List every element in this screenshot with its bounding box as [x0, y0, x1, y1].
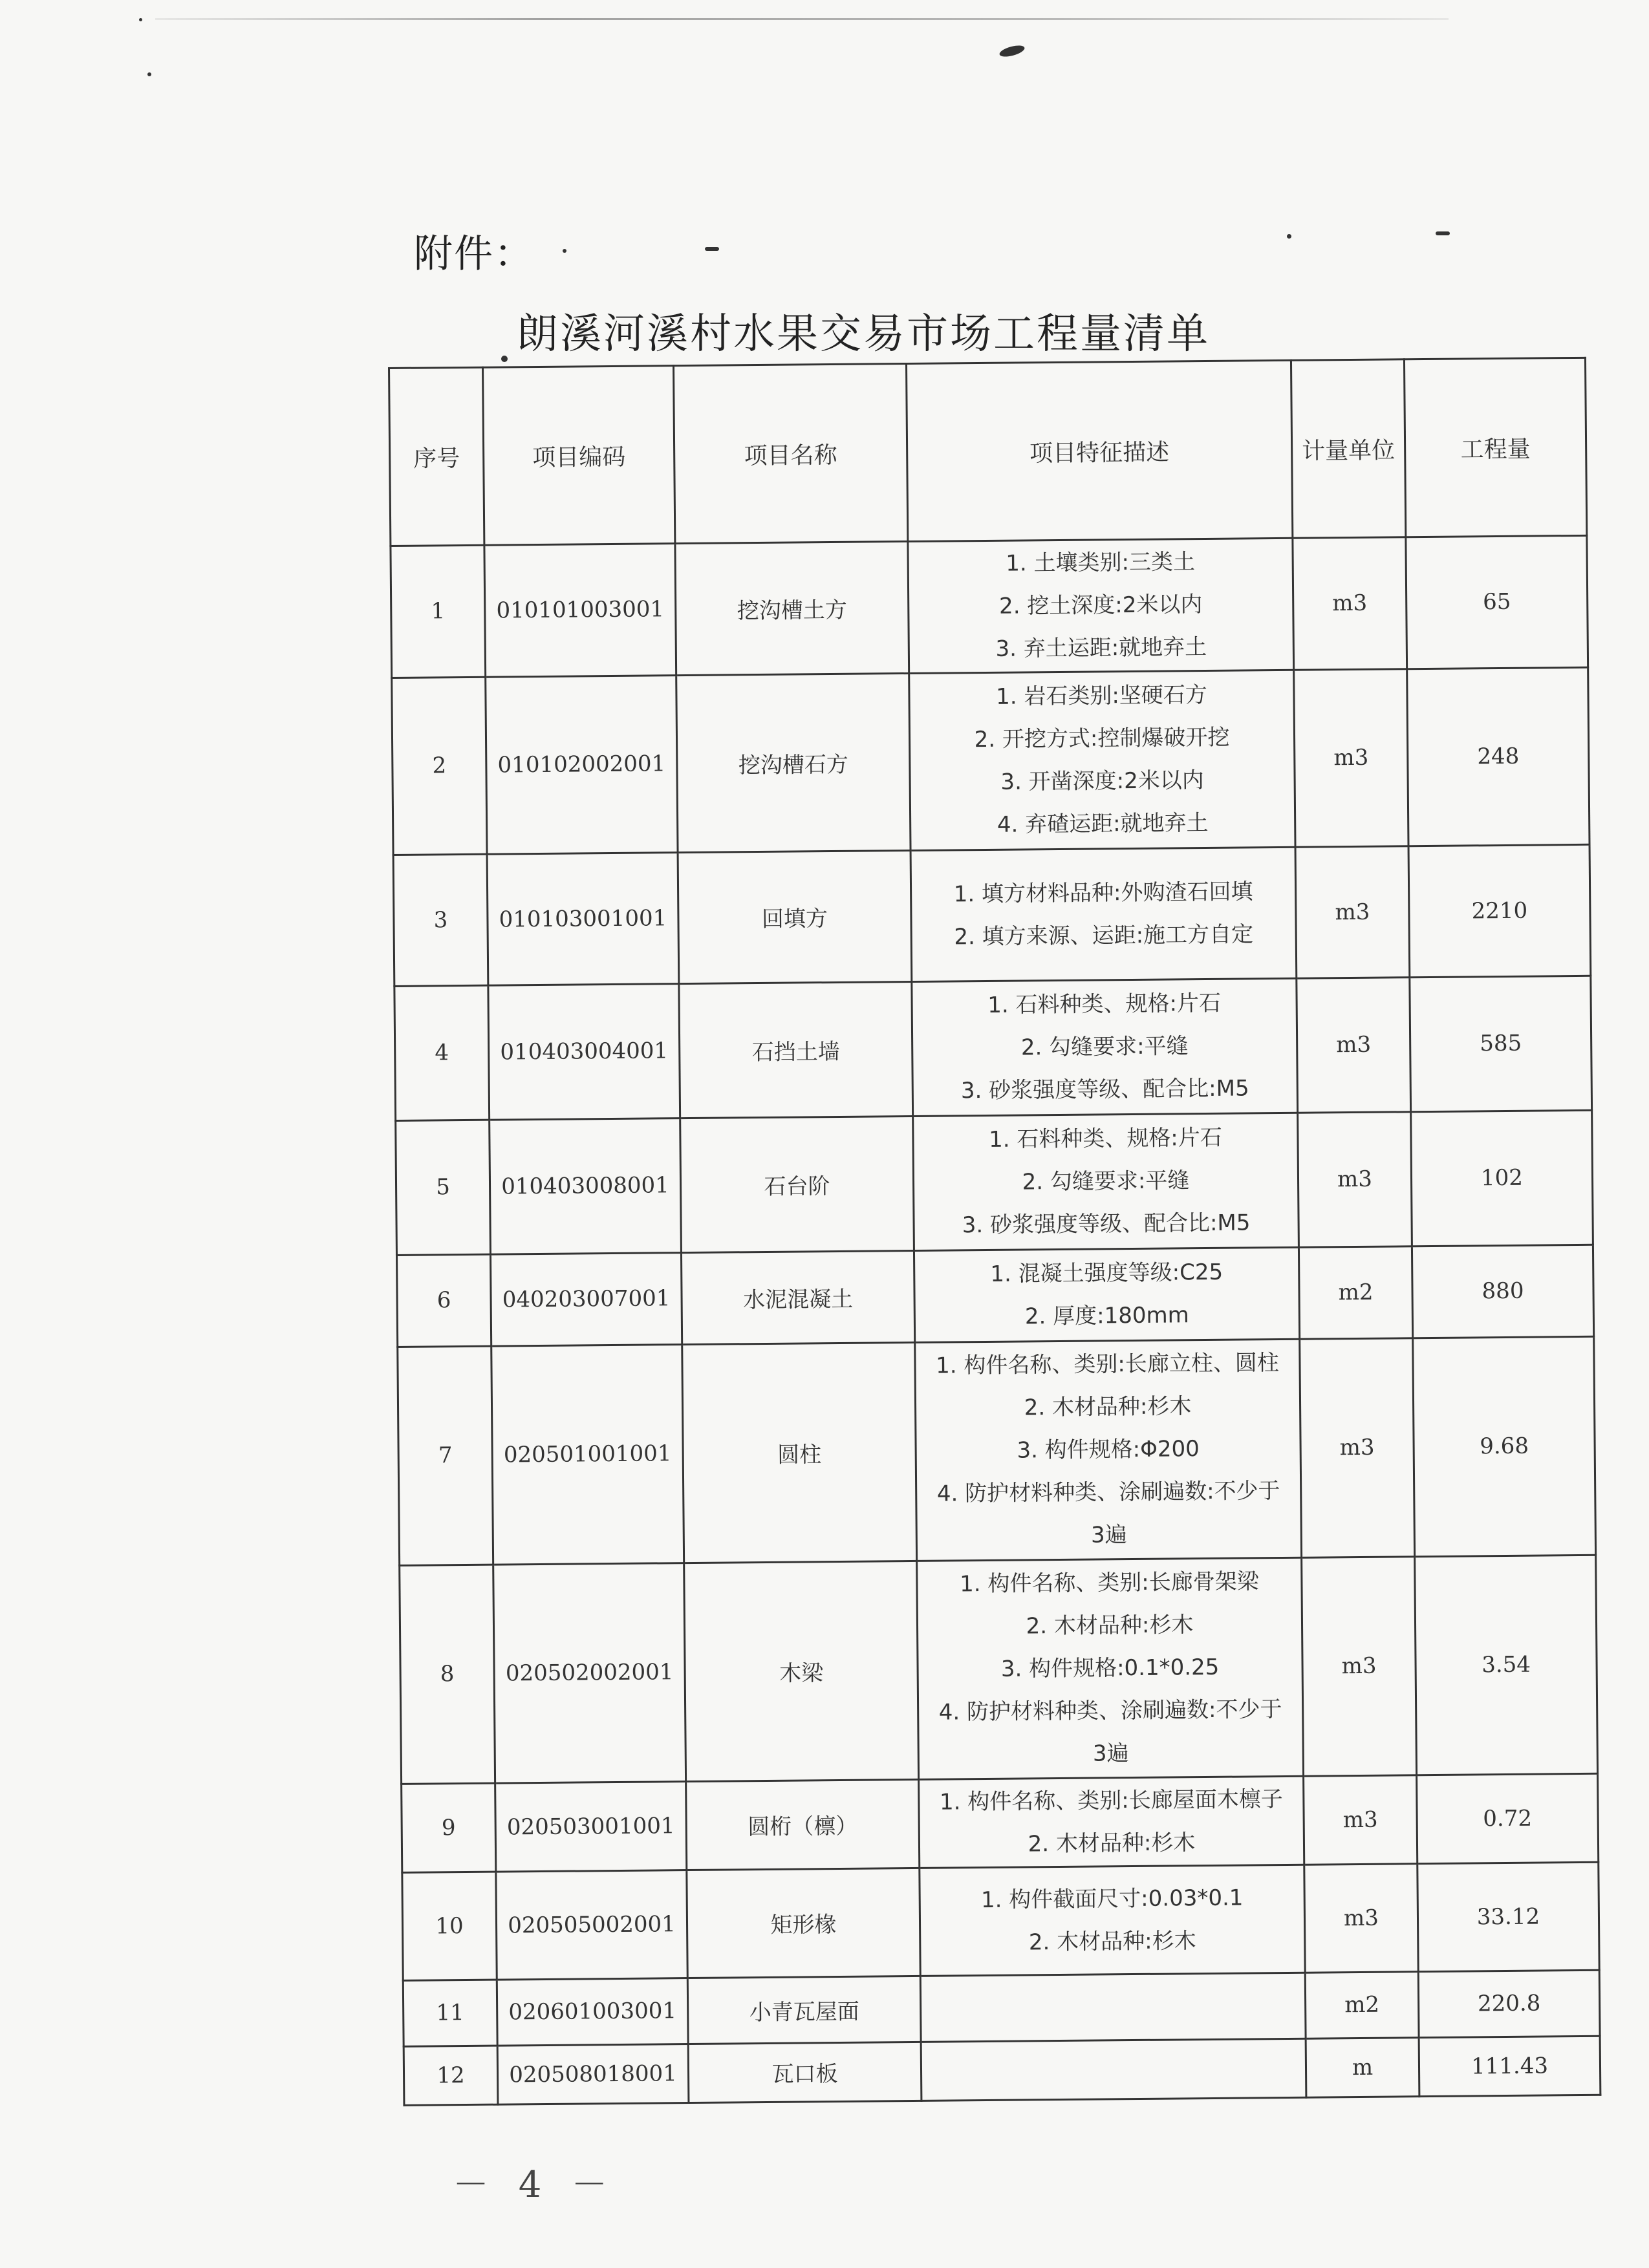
row-number-cell: 4 — [394, 985, 490, 1120]
quantity-cell: 65 — [1406, 535, 1588, 669]
scan-speck — [998, 43, 1026, 59]
row-number-cell: 12 — [404, 2046, 498, 2106]
features-cell — [915, 1339, 1302, 1561]
feature-line: 4. 防护材料种类、涂刷遍数:不少于 — [938, 1696, 1282, 1726]
row-number-cell: 6 — [396, 1254, 491, 1347]
feature-line: 3. 开凿深度:2米以内 — [1000, 767, 1204, 796]
feature-line: 3. 构件规格:Φ200 — [1017, 1436, 1200, 1464]
header-cell: 计量单位 — [1291, 359, 1405, 539]
quantity-cell: 880 — [1412, 1245, 1593, 1338]
scan-speck — [147, 72, 151, 76]
unit-cell: m3 — [1304, 1775, 1417, 1865]
quantity-cell: 33.12 — [1417, 1862, 1599, 1972]
item-name-cell: 圆柱 — [682, 1342, 917, 1563]
header-cell: 序号 — [389, 367, 484, 546]
quantity-cell: 111.43 — [1419, 2036, 1600, 2097]
features-cell — [920, 1865, 1305, 1976]
unit-cell: m3 — [1304, 1863, 1418, 1973]
row-number-cell: 7 — [398, 1346, 493, 1565]
item-code-cell: 010403004001 — [488, 983, 680, 1120]
item-code-cell: 010103001001 — [487, 853, 679, 986]
item-name-cell: 回填方 — [678, 850, 912, 983]
header-cell: 项目特征描述 — [906, 360, 1292, 541]
feature-line: 1. 岩石类别:坚硬石方 — [995, 682, 1207, 711]
item-code-cell: 040203007001 — [490, 1252, 682, 1346]
row-number-cell: 8 — [400, 1565, 495, 1784]
row-number-cell: 2 — [392, 677, 487, 855]
item-name-cell: 瓦口板 — [688, 2042, 921, 2103]
table-row — [391, 535, 1588, 678]
item-name-cell: 木梁 — [684, 1561, 919, 1781]
row-number-cell: 5 — [396, 1120, 491, 1255]
unit-cell: m2 — [1299, 1246, 1412, 1340]
row-number-cell: 10 — [402, 1872, 497, 1981]
unit-cell: m3 — [1295, 846, 1410, 978]
item-code-cell: 010101003001 — [484, 544, 676, 678]
item-code-cell: 020501001001 — [491, 1345, 684, 1565]
feature-line: 2. 开挖方式:控制爆破开挖 — [974, 725, 1230, 753]
table-row — [404, 2036, 1600, 2106]
feature-line: 1. 填方材料品种:外购渣石回填 — [953, 879, 1253, 908]
feature-line: 2. 勾缝要求:平缝 — [1020, 1033, 1189, 1061]
features-cell — [913, 1113, 1299, 1250]
feature-line: 1. 土壤类别:三类土 — [1006, 549, 1196, 577]
unit-cell: m3 — [1300, 1338, 1415, 1557]
scan-speck — [563, 249, 566, 253]
item-name-cell: 矩形椽 — [687, 1868, 920, 1978]
feature-line: 3. 构件规格:0.1*0.25 — [1000, 1654, 1220, 1683]
row-number-cell: 1 — [391, 545, 486, 678]
scan-speck — [1287, 234, 1291, 239]
table-row — [402, 1773, 1599, 1872]
features-cell — [908, 538, 1294, 673]
feature-line: 3. 弃土运距:就地弃土 — [995, 634, 1207, 663]
features-cell — [921, 2038, 1306, 2101]
quantity-cell: 102 — [1411, 1110, 1593, 1246]
feature-line: 2. 木材品种:杉木 — [1028, 1829, 1196, 1857]
unit-cell: m3 — [1297, 978, 1411, 1113]
unit-cell: m3 — [1302, 1557, 1417, 1776]
feature-line: 1. 构件名称、类别:长廊屋面木檩子 — [939, 1786, 1283, 1815]
quantity-cell: 248 — [1407, 667, 1590, 846]
feature-line: 3. 砂浆强度等级、配合比:M5 — [960, 1075, 1249, 1104]
feature-line: 4. 弃碴运距:就地弃土 — [997, 810, 1209, 839]
bill-of-quantities-table — [388, 357, 1601, 2106]
item-name-cell: 水泥混凝土 — [681, 1250, 914, 1344]
features-cell — [912, 978, 1298, 1116]
table-row — [400, 1555, 1598, 1784]
feature-line: 1. 构件截面尺寸:0.03*0.1 — [980, 1885, 1244, 1913]
features-cell — [914, 1247, 1299, 1342]
feature-line: 2. 勾缝要求:平缝 — [1022, 1168, 1190, 1195]
table-row — [394, 976, 1592, 1120]
quantity-cell: 585 — [1410, 976, 1592, 1111]
features-cell — [919, 1776, 1304, 1868]
page-number: － 4 － — [453, 2164, 617, 2206]
table-row — [398, 1336, 1596, 1565]
item-name-cell: 圆桁（檩） — [686, 1779, 920, 1870]
feature-line: 3. 砂浆强度等级、配合比:M5 — [962, 1210, 1251, 1239]
quantity-cell: 3.54 — [1415, 1555, 1598, 1775]
quantity-cell: 2210 — [1408, 844, 1591, 977]
feature-line: 1. 石料种类、规格:片石 — [988, 1125, 1222, 1153]
table-row — [393, 844, 1591, 986]
item-name-cell: 挖沟槽石方 — [676, 673, 911, 852]
quantity-cell: 9.68 — [1413, 1336, 1596, 1556]
feature-line: 2. 木材品种:杉木 — [1026, 1612, 1194, 1640]
feature-line: 2. 木材品种:杉木 — [1024, 1393, 1192, 1421]
header-cell: 项目名称 — [673, 364, 907, 544]
feature-line: 2. 厚度:180mm — [1024, 1302, 1189, 1330]
item-name-cell: 石挡土墙 — [679, 981, 913, 1118]
unit-cell: m3 — [1294, 669, 1408, 847]
document-title: 朗溪河溪村水果交易市场工程量清单 — [517, 310, 1210, 358]
row-number-cell: 11 — [403, 1980, 497, 2046]
feature-line: 3遍 — [1090, 1522, 1127, 1548]
item-code-cell: 020601003001 — [497, 1978, 688, 2046]
unit-cell: m2 — [1305, 1972, 1419, 2038]
row-number-cell: 3 — [393, 854, 488, 986]
item-name-cell: 小青瓦屋面 — [687, 1976, 921, 2044]
header-cell: 项目编码 — [483, 366, 675, 546]
scan-speck — [1436, 231, 1450, 235]
attachment-label: 附件： — [414, 231, 534, 277]
feature-line: 1. 构件名称、类别:长廊骨架梁 — [959, 1568, 1259, 1598]
features-cell — [909, 670, 1295, 850]
quantity-cell: 0.72 — [1417, 1773, 1599, 1863]
item-name-cell: 石台阶 — [680, 1116, 914, 1252]
item-name-cell: 挖沟槽土方 — [675, 541, 909, 675]
table-row — [396, 1245, 1593, 1347]
feature-line: 1. 石料种类、规格:片石 — [987, 990, 1222, 1019]
feature-line: 2. 木材品种:杉木 — [1028, 1928, 1196, 1956]
feature-line: 1. 构件名称、类别:长廊立柱、圆柱 — [935, 1350, 1280, 1380]
table-body — [391, 535, 1600, 2105]
table-row — [392, 667, 1590, 855]
feature-line: 1. 混凝土强度等级:C25 — [990, 1259, 1223, 1288]
feature-line: 2. 挖土深度:2米以内 — [998, 592, 1203, 620]
features-cell — [911, 847, 1297, 981]
table-row — [402, 1862, 1599, 1981]
features-cell — [920, 1973, 1306, 2042]
item-code-cell: 020503001001 — [495, 1781, 687, 1872]
feature-line: 4. 防护材料种类、涂刷遍数:不少于 — [936, 1478, 1280, 1508]
scan-speck — [139, 18, 142, 21]
quantity-cell: 220.8 — [1418, 1970, 1600, 2037]
header-cell: 工程量 — [1404, 358, 1586, 537]
unit-cell: m3 — [1293, 537, 1407, 670]
unit-cell: m3 — [1298, 1112, 1412, 1248]
table-row — [396, 1110, 1593, 1255]
features-cell — [917, 1557, 1304, 1779]
feature-line: 3遍 — [1092, 1740, 1129, 1767]
item-code-cell: 010102002001 — [486, 676, 678, 855]
item-code-cell: 020508018001 — [497, 2044, 689, 2104]
unit-cell: m — [1306, 2037, 1419, 2097]
scan-edge-line — [155, 18, 1449, 20]
table-header-row — [389, 358, 1587, 546]
feature-line: 2. 填方来源、运距:施工方自定 — [954, 921, 1254, 950]
item-code-cell: 020502002001 — [493, 1563, 686, 1782]
item-code-cell: 010403008001 — [490, 1118, 682, 1254]
table-row — [403, 1970, 1600, 2046]
row-number-cell: 9 — [402, 1783, 496, 1872]
item-code-cell: 020505002001 — [496, 1870, 687, 1980]
scan-speck — [705, 247, 719, 251]
